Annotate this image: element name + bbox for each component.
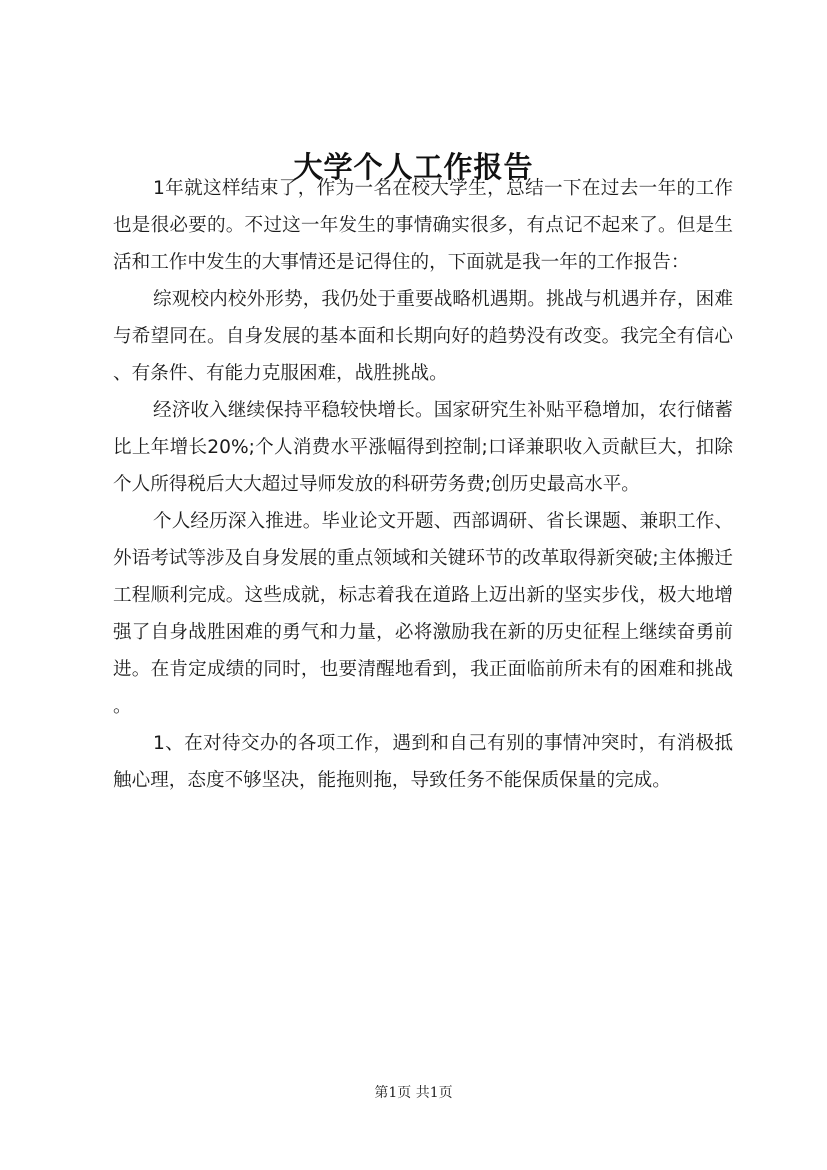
paragraph-problem-1: 1、在对待交办的各项工作，遇到和自己有别的事情冲突时，有消极抵触心理，态度不够坚决，能拖则拖，导致任务不能保质保量的完成。	[113, 733, 733, 791]
paragraph-experience: 个人经历深入推进。毕业论文开题、西部调研、省长课题、兼职工作、外语考试等涉及自身发展的重点领域和关键环节的改革取得新突破;主体搬迁工程顺利完成。这些成就，标志着我在道路上迈出新的坚实步伐，极大地增强了自身战胜困难的勇气和力量，必将激励我在新的历史征程上继续奋勇前进。在肯定成绩的同时，也要清醒地看到，我正面临前所未有的困难和挑战。	[113, 511, 733, 717]
document-title: 大学个人工作报告	[293, 150, 534, 184]
paragraph-intro: 1年就这样结束了，作为一名在校大学生，总结一下在过去一年的工作也是很必要的。不过这一年发生的事情确实很多，有点记不起来了。但是生活和工作中发生的大事情还是记得住的，下面就是我一年的工作报告：	[113, 178, 733, 273]
page-number-footer: 第1页 共1页	[374, 1085, 453, 1101]
paragraph-situation: 综观校内校外形势，我仍处于重要战略机遇期。挑战与机遇并存，困难与希望同在。自身发展的基本面和长期向好的趋势没有改变。我完全有信心、有条件、有能力克服困难，战胜挑战。	[113, 289, 733, 384]
document-body	[113, 170, 733, 799]
paragraph-income: 经济收入继续保持平稳较快增长。国家研究生补贴平稳增加，农行储蓄比上年增长20%;个人消费水平涨幅得到控制;口译兼职收入贡献巨大，扣除个人所得税后大大超过导师发放的科研劳务费;创历史最高水平。	[113, 400, 733, 495]
